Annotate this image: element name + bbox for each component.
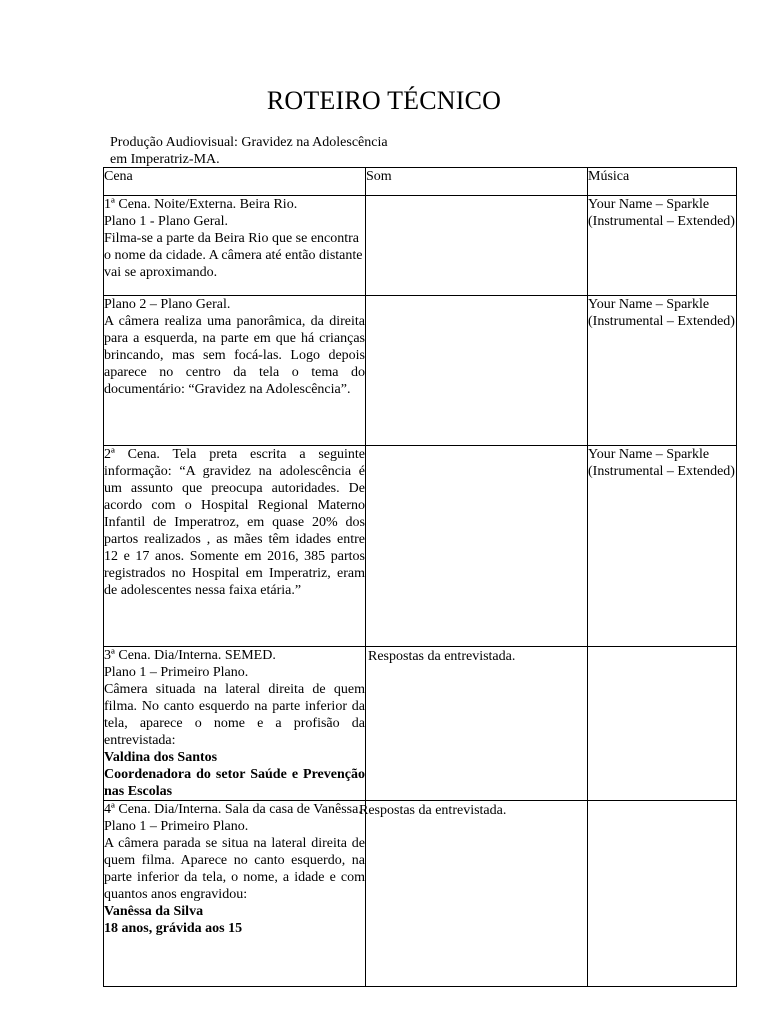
scene-line: A câmera realiza uma panorâmica, da direita para a esquerda, na parte em que há crianças brincando, mas sem focá-las. Logo depois aparece no centro da tela o tema do documentário: “Gravidez na Adolescência”. [104,314,365,397]
script-table [103,167,737,987]
som-cell [366,196,588,296]
header-musica: Música [588,168,737,196]
interviewee-role: Coordenadora do setor Saúde e Prevenção nas Escolas [104,767,365,799]
interviewee-age: 18 anos, grávida aos 15 [104,921,243,936]
scene-line: Plano 1 - Plano Geral. [104,214,229,229]
scene-cell [104,647,366,801]
scene-line: 2ª Cena. Tela preta escrita a seguinte informação: “A gravidez na adolescência é um assunto que preocupa autoridades. De acordo com o Hospital Regional Materno Infantil de Imperatroz, em quase 20% dos partos realizados , as mães têm idades entre 12 e 17 anos. Somente em 2016, 385 partos registrados no Hospital em Imperatriz, eram de adolescentes nessa faixa etária.” [104,447,365,598]
table-row [104,801,737,987]
som-text: Respostas da entrevistada. [359,803,507,818]
scene-cell [104,446,366,647]
scene-line: Filma-se a parte da Beira Rio que se encontra o nome da cidade. A câmera até então distante vai se aproximando. [104,231,363,280]
som-text: Respostas da entrevistada. [368,649,516,664]
musica-cell [588,647,737,801]
som-text [366,446,587,447]
som-cell [366,647,588,801]
scene-cell [104,196,366,296]
scene-line: Plano 2 – Plano Geral. [104,297,231,312]
musica-cell: Your Name – Sparkle (Instrumental – Extended) [588,296,737,446]
musica-cell [588,801,737,987]
header-som: Som [366,168,588,196]
table-row [104,647,737,801]
production-info: Produção Audiovisual: Gravidez na Adolescência em Imperatriz-MA. [110,135,388,167]
scene-line: Câmera situada na lateral direita de quem filma. No canto esquerdo na parte inferior da tela, aparece o nome e a profisão da entrevistada: [104,682,365,748]
som-text [366,196,587,197]
scene-line: 3ª Cena. Dia/Interna. SEMED. [104,648,276,663]
scene-line: 4ª Cena. Dia/Interna. Sala da casa de Vanêssa. [104,802,362,817]
interviewee-name: Valdina dos Santos [104,750,218,765]
header-cena: Cena [104,168,366,196]
scene-line: Plano 1 – Primeiro Plano. [104,665,249,680]
document-title: ROTEIRO TÉCNICO [266,86,502,115]
scene-line: 1ª Cena. Noite/Externa. Beira Rio. [104,197,298,212]
scene-line: Plano 1 – Primeiro Plano. [104,819,249,834]
som-cell [359,801,588,987]
som-text [366,296,587,297]
table-row [104,446,737,647]
scene-cell [104,801,366,987]
interviewee-name: Vanêssa da Silva [104,904,204,919]
table-row [104,196,737,296]
scene-line: A câmera parada se situa na lateral direita de quem filma. Aparece no canto esquerdo, na parte inferior da tela, o nome, a idade e com quantos anos engravidou: [104,836,365,902]
som-cell [366,296,588,446]
som-cell [366,446,588,647]
musica-cell: Your Name – Sparkle (Instrumental – Extended) [588,196,737,296]
musica-cell: Your Name – Sparkle (Instrumental – Extended) [588,446,737,647]
table-header-row [104,168,737,196]
scene-cell [104,296,366,446]
table-row [104,296,737,446]
